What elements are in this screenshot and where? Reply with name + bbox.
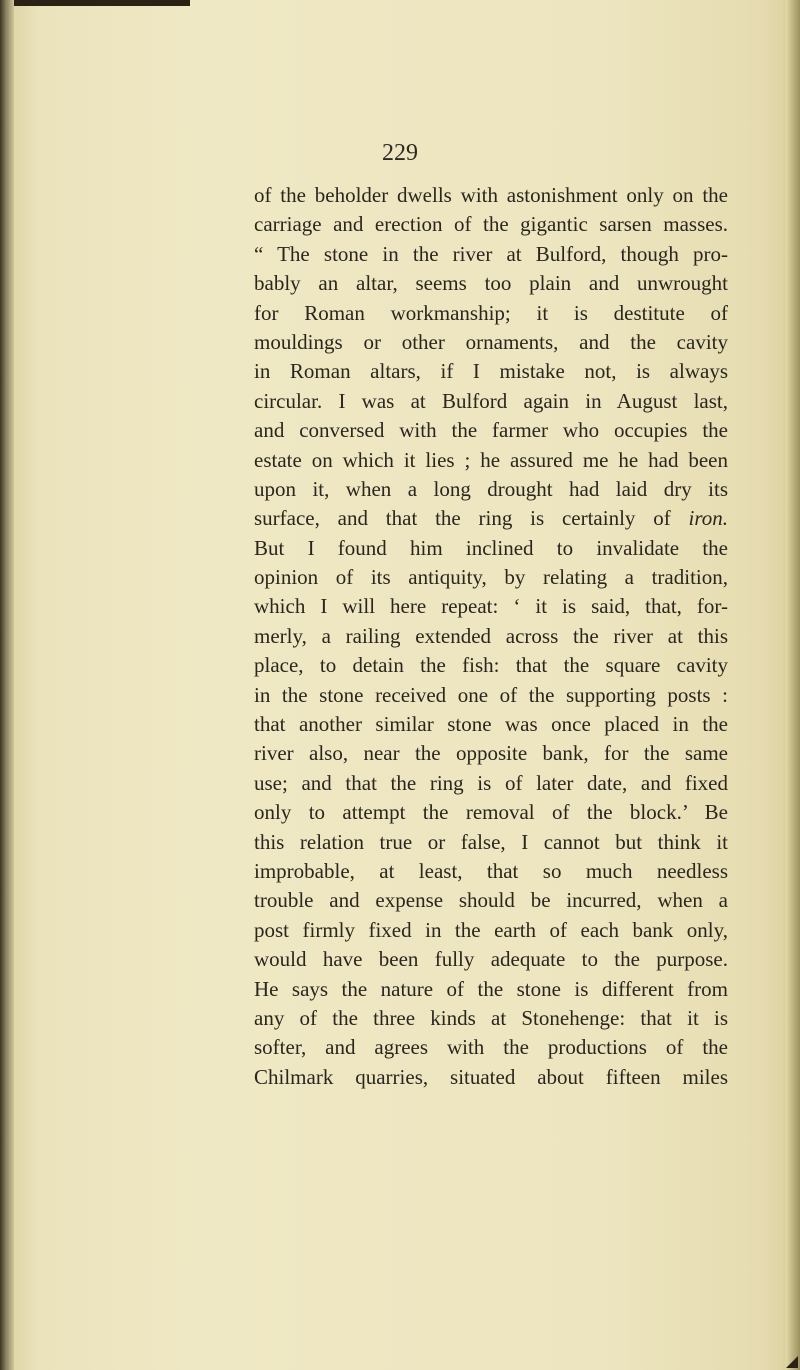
text-line: that another similar stone was once placed in the xyxy=(254,712,728,737)
text-line: opinion of its antiquity, by relating a tradition, xyxy=(254,565,728,590)
text-line: for Roman workmanship; it is destitute of xyxy=(254,300,728,325)
text-line: “ The stone in the river at Bulford, though pro- xyxy=(254,241,728,266)
page-top-edge xyxy=(0,0,190,6)
text-line: bably an altar, seems too plain and unwrought xyxy=(254,271,728,296)
text-line: trouble and expense should be incurred, when a xyxy=(254,888,728,913)
text-line: use; and that the ring is of later date, and fixed xyxy=(254,770,728,795)
text-line: would have been fully adequate to the purpose. xyxy=(254,947,728,972)
text-line: in the stone received one of the supporting posts : xyxy=(254,682,728,707)
corner-mark xyxy=(786,1356,798,1368)
text-line: which I will here repeat: ‘ it is said, that, for- xyxy=(254,594,728,619)
text-line: river also, near the opposite bank, for the same xyxy=(254,741,728,766)
page-number: 229 xyxy=(382,140,418,166)
text-line: any of the three kinds at Stonehenge: that it is xyxy=(254,1005,728,1030)
text-line: mouldings or other ornaments, and the cavity xyxy=(254,329,728,354)
page-left-edge xyxy=(0,0,14,1370)
text-line: surface, and that the ring is certainly of iron. xyxy=(254,506,728,531)
text-line: carriage and erection of the gigantic sarsen masses. xyxy=(254,212,728,237)
body-text xyxy=(254,181,728,1092)
text-line: improbable, at least, that so much needless xyxy=(254,858,728,883)
text-line: post firmly fixed in the earth of each bank only, xyxy=(254,917,728,942)
text-line: of the beholder dwells with astonishment only on the xyxy=(254,183,728,207)
text-line: and conversed with the farmer who occupies the xyxy=(254,418,728,443)
text-line: this relation true or false, I cannot but think it xyxy=(254,829,728,854)
text-line: circular. I was at Bulford again in August last, xyxy=(254,388,728,413)
text-line: estate on which it lies ; he assured me he had been xyxy=(254,447,728,472)
text-line: But I found him inclined to invalidate the xyxy=(254,535,728,560)
text-line: place, to detain the fish: that the square cavity xyxy=(254,653,728,678)
page-right-edge xyxy=(786,0,800,1370)
text-line: He says the nature of the stone is different from xyxy=(254,976,728,1001)
text-line: upon it, when a long drought had laid dry its xyxy=(254,476,728,501)
text-line: in Roman altars, if I mistake not, is always xyxy=(254,359,728,384)
text-line: only to attempt the removal of the block.’ Be xyxy=(254,800,728,825)
text-line: Chilmark quarries, situated about fifteen miles xyxy=(254,1064,728,1089)
text-line: merly, a railing extended across the river at this xyxy=(254,623,728,648)
text-line: softer, and agrees with the productions of the xyxy=(254,1035,728,1060)
